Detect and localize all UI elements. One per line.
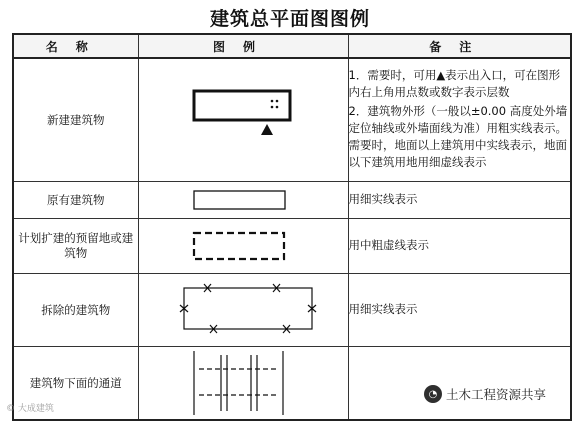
row-name: 计划扩建的预留地或建筑物: [13, 219, 138, 274]
table-row: [13, 219, 571, 274]
watermark-right: [422, 384, 548, 404]
row-note: [348, 58, 571, 182]
note-line: 用中粗虚线表示: [348, 237, 429, 252]
table-row: [13, 58, 571, 182]
legend-symbol-planned-expansion: [138, 219, 348, 274]
row-name: 拆除的建筑物: [13, 274, 138, 347]
page-title: 建筑总平面图图例: [209, 8, 370, 30]
legend-symbol-existing-building: [138, 182, 348, 219]
header-row: [13, 34, 571, 58]
header-name: 名称: [13, 34, 138, 58]
note-line: 用细实线表示: [348, 191, 418, 206]
legend-symbol-underpass: [138, 347, 348, 421]
header-legend: 图例: [138, 34, 348, 58]
row-note: [348, 219, 571, 274]
note-line: 1．需要时，可用▲表示出入口，可在图形内右上角用点数或数字表示层数: [348, 68, 561, 99]
legend-table: [12, 33, 572, 421]
row-note: [348, 274, 571, 347]
note-line: 2．建筑物外形（一般以±0.00 高度处外墙定位轴线或外墙面线为准）用粗实线表示。需要时，地面以上建筑用中实线表示，地面以下建筑用地用细虚线表示: [348, 104, 568, 169]
row-name: 原有建筑物: [13, 182, 138, 219]
entrance-triangle-icon: [261, 124, 273, 135]
table-row: [13, 274, 571, 347]
row-name: 建筑物下面的通道: [13, 347, 138, 421]
wechat-icon: ◔: [424, 385, 442, 403]
note-line: 用细实线表示: [348, 301, 418, 316]
watermark-right-label: 土木工程资源共享: [446, 387, 547, 402]
legend-symbol-demolished-building: [138, 274, 348, 347]
header-note: 备注: [348, 34, 571, 58]
legend-symbol-new-building: [138, 58, 348, 182]
row-note: [348, 182, 571, 219]
row-name: 新建建筑物: [13, 58, 138, 182]
watermark-left: © 大成建筑: [6, 404, 54, 414]
table-row: [13, 182, 571, 219]
